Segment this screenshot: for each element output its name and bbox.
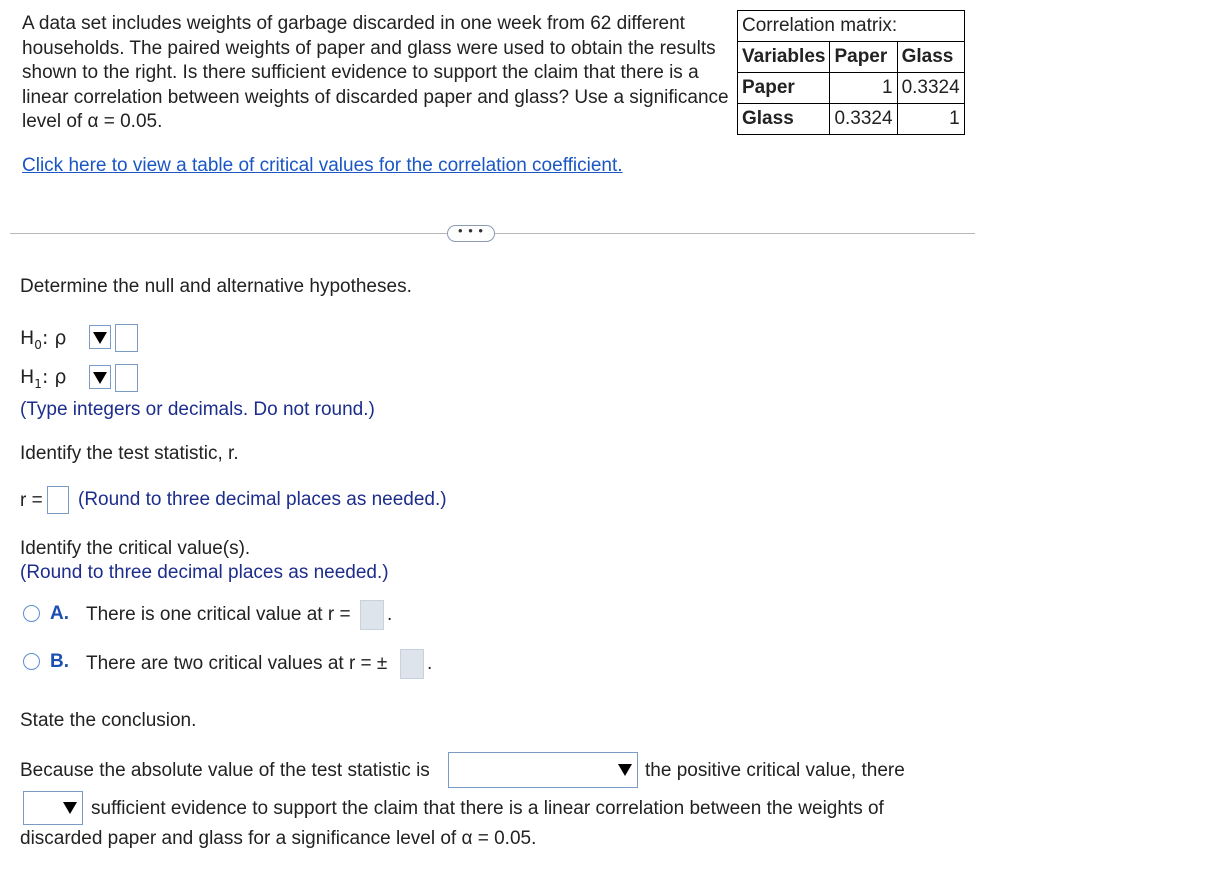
comparison-dropdown[interactable] bbox=[448, 752, 638, 788]
option-b-text: There are two critical values at r = ± bbox=[86, 653, 388, 674]
option-a-period: . bbox=[387, 604, 393, 625]
question-text: A data set includes weights of garbage discarded in one week from 62 different households. The paired weights of paper and glass were used to obtain the results shown to the right. Is there sufficient evidence to support the claim that there is a linear correlation between weights of discarded paper and glass? Use a significance level of α = 0.05. bbox=[22, 13, 729, 132]
conclusion-part3: sufficient evidence to support the claim that there is a linear correlation between the weights of bbox=[91, 798, 884, 819]
critical-values-link[interactable]: Click here to view a table of critical values for the correlation coefficient. bbox=[22, 155, 623, 176]
r-label: r = bbox=[20, 490, 43, 511]
dropdown-arrow-icon bbox=[618, 764, 632, 776]
header-paper: Paper bbox=[830, 42, 897, 73]
expand-ellipsis-button[interactable]: • • • bbox=[447, 225, 495, 242]
h1-subscript: 1 bbox=[34, 376, 42, 391]
h0-label bbox=[20, 327, 66, 352]
header-variables: Variables bbox=[738, 42, 830, 73]
option-a-input[interactable] bbox=[360, 600, 384, 630]
option-a-radio[interactable] bbox=[23, 605, 40, 622]
option-b-input[interactable] bbox=[400, 649, 424, 679]
conclusion-part1: Because the absolute value of the test statistic is bbox=[20, 760, 430, 781]
hypotheses-prompt: Determine the null and alternative hypotheses. bbox=[20, 276, 412, 297]
h1-label bbox=[20, 366, 66, 391]
row-label-paper: Paper bbox=[738, 73, 830, 104]
table-row bbox=[738, 73, 965, 104]
h1-rho: : ρ bbox=[41, 366, 67, 388]
row-label-glass: Glass bbox=[738, 104, 830, 135]
cell-glass-glass: 1 bbox=[897, 104, 964, 135]
test-statistic-input[interactable] bbox=[47, 486, 69, 514]
option-b-radio[interactable] bbox=[23, 653, 40, 670]
option-b-period: . bbox=[427, 653, 433, 674]
h0-subscript: 0 bbox=[34, 337, 42, 352]
option-a-letter: A. bbox=[50, 603, 69, 624]
critical-hint: (Round to three decimal places as needed.) bbox=[20, 562, 389, 583]
cell-paper-glass: 0.3324 bbox=[897, 73, 964, 104]
correlation-caption: Correlation matrix: bbox=[738, 11, 965, 42]
option-a-text: There is one critical value at r = bbox=[86, 604, 351, 625]
dropdown-arrow-icon bbox=[63, 802, 77, 814]
h1-letter: H bbox=[20, 366, 35, 388]
cell-glass-paper: 0.3324 bbox=[830, 104, 897, 135]
critical-prompt: Identify the critical value(s). bbox=[20, 538, 251, 559]
h1-operator-dropdown[interactable] bbox=[89, 365, 111, 389]
conclusion-part2: the positive critical value, there bbox=[645, 760, 905, 781]
test-statistic-prompt: Identify the test statistic, r. bbox=[20, 443, 239, 464]
table-row bbox=[738, 104, 965, 135]
cell-paper-paper: 1 bbox=[830, 73, 897, 104]
correlation-matrix bbox=[737, 10, 965, 135]
h0-operator-dropdown[interactable] bbox=[89, 325, 111, 349]
header-glass: Glass bbox=[897, 42, 964, 73]
h0-rho: : ρ bbox=[41, 327, 67, 349]
evidence-dropdown[interactable] bbox=[23, 791, 83, 825]
dropdown-arrow-icon bbox=[93, 332, 107, 344]
conclusion-part4: discarded paper and glass for a significance level of α = 0.05. bbox=[20, 828, 537, 849]
test-statistic-hint: (Round to three decimal places as needed.) bbox=[78, 489, 447, 510]
h1-value-input[interactable] bbox=[115, 364, 138, 392]
option-b-letter: B. bbox=[50, 651, 69, 672]
hypotheses-hint: (Type integers or decimals. Do not round.) bbox=[20, 399, 375, 420]
conclusion-prompt: State the conclusion. bbox=[20, 710, 197, 731]
dropdown-arrow-icon bbox=[93, 372, 107, 384]
h0-letter: H bbox=[20, 327, 35, 349]
h0-value-input[interactable] bbox=[115, 324, 138, 352]
